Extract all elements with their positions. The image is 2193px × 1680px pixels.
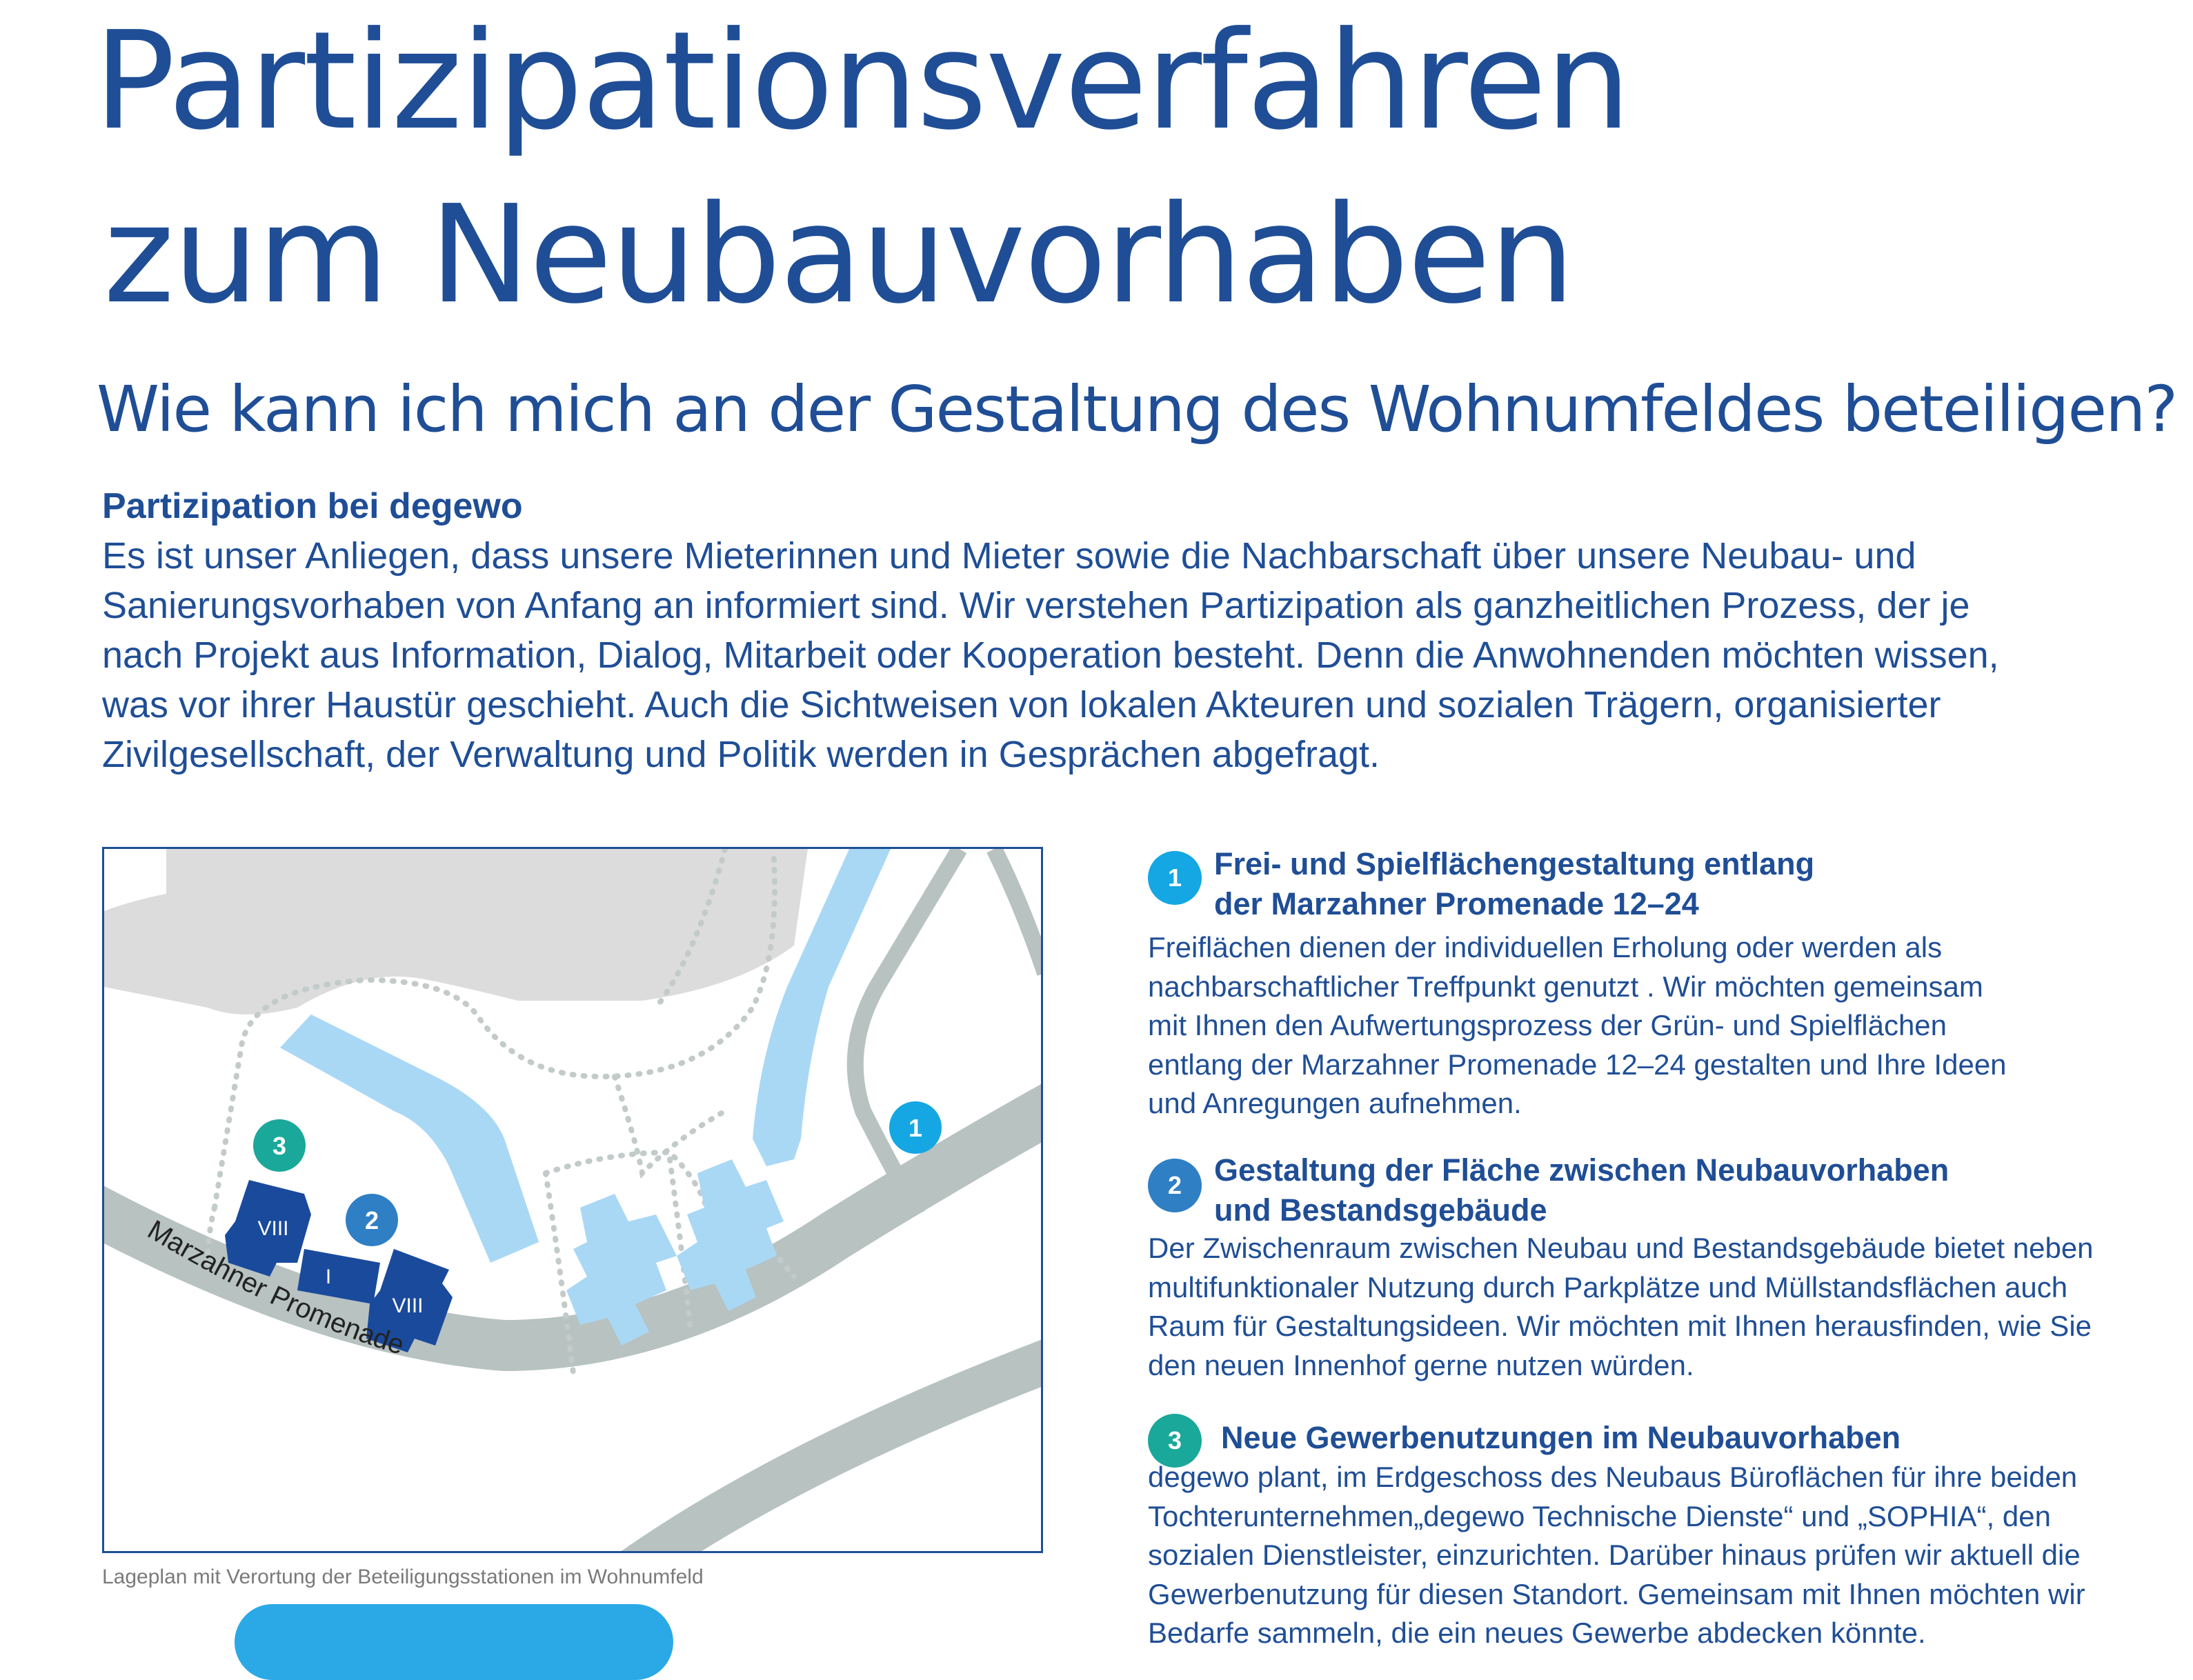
item-title-line: und Bestandsgebäude — [1214, 1192, 1547, 1228]
item-body-line: mit Ihnen den Aufwertungsprozess der Grün- und Spielflächen — [1148, 1009, 1947, 1041]
number-badge: 2 — [1148, 1159, 1202, 1212]
item-body-line: multifunktionaler Nutzung durch Parkplätze und Müllstandsflächen auch — [1148, 1270, 2068, 1303]
intro-paragraph — [102, 531, 2158, 779]
item-title — [1214, 1150, 1949, 1230]
item-body-line: Gewerbenutzung für diesen Standort. Gemeinsam mit Ihnen möchten wir — [1148, 1577, 2085, 1610]
item-title — [1214, 844, 1814, 924]
page-subtitle: Wie kann ich mich an der Gestaltung des Wohnumfeldes beteiligen? — [97, 372, 2177, 446]
marker-3 — [253, 1119, 306, 1172]
item-body — [1148, 1458, 2085, 1653]
existing-block-area — [104, 849, 808, 1014]
item-body-line: nachbarschaftlicher Treffpunkt genutzt . Wir möchten gemeinsam — [1148, 970, 1983, 1003]
item-body-line: Tochterunternehmen„degewo Technische Dienste“ und „SOPHIA“, den — [1148, 1499, 2051, 1532]
item-body-line: Bedarfe sammeln, die ein neues Gewerbe abdecken könnte. — [1148, 1617, 1926, 1649]
item-body-line: Raum für Gestaltungsideen. Wir möchten mit Ihnen herausfinden, wie Sie — [1148, 1310, 2092, 1342]
marker-label: 2 — [364, 1206, 379, 1234]
item-title-line: Neue Gewerbenutzungen im Neubauvorhaben — [1221, 1420, 1901, 1455]
item-body-line: und Anregungen aufnehmen. — [1148, 1087, 1522, 1119]
side-road-edge — [994, 849, 1043, 973]
action-button[interactable] — [235, 1604, 673, 1680]
intro-line: nach Projekt aus Information, Dialog, Mitarbeit oder Kooperation besteht. Denn die Anwohnenden möchten wissen, — [102, 634, 1999, 676]
building-label: I — [325, 1266, 332, 1288]
number-badge: 1 — [1148, 851, 1202, 905]
item-body — [1148, 1229, 2094, 1385]
green-area-strip — [280, 1014, 539, 1263]
number-badge: 3 — [1148, 1414, 1202, 1468]
secondary-road — [628, 1352, 1043, 1553]
marker-1 — [889, 1101, 942, 1154]
page-title-line-1: Partizipationsverfahren — [94, 3, 1630, 160]
marker-label: 1 — [908, 1114, 923, 1142]
item-title-line: der Marzahner Promenade 12–24 — [1214, 886, 1699, 921]
marker-label: 3 — [272, 1132, 287, 1160]
item-body-line: Der Zwischenraum zwischen Neubau und Bestandsgebäude bietet neben — [1148, 1232, 2094, 1264]
building-label: VIII — [257, 1217, 289, 1240]
item-body-line: Freiflächen dienen der individuellen Erholung oder werden als — [1148, 931, 1943, 963]
site-plan-drawing — [104, 849, 1043, 1553]
intro-line: Sanierungsvorhaben von Anfang an informiert sind. Wir verstehen Partizipation als ganzheitlichen Prozess, der je — [102, 585, 1970, 626]
intro-line: Zivilgesellschaft, der Verwaltung und Politik werden in Gesprächen abgefragt. — [102, 734, 1380, 775]
item-body-line: degewo plant, im Erdgeschoss des Neubaus Büroflächen für ihre beiden — [1148, 1461, 2078, 1493]
item-body-line: sozialen Dienstleister, einzurichten. Darüber hinaus prüfen wir aktuell die — [1148, 1539, 2081, 1571]
intro-heading: Partizipation bei degewo — [102, 486, 523, 526]
item-body-line: den neuen Innenhof gerne nutzen würden. — [1148, 1348, 1694, 1381]
site-plan-map — [102, 847, 1043, 1553]
map-caption: Lageplan mit Verortung der Beteiligungsstationen im Wohnumfeld — [102, 1566, 704, 1588]
item-title — [1221, 1418, 1901, 1458]
marker-2 — [346, 1194, 398, 1246]
page-title-line-2: zum Neubauvorhaben — [103, 177, 1574, 334]
building-label: VIII — [392, 1294, 424, 1317]
street-label-text: Marzahner Promenade — [142, 1214, 408, 1361]
intro-line: Es ist unser Anliegen, dass unsere Mieterinnen und Mieter sowie die Nachbarschaft über unsere Neubau- und — [102, 535, 1916, 577]
item-title-line: Gestaltung der Fläche zwischen Neubauvorhaben — [1214, 1152, 1949, 1188]
item-title-line: Frei- und Spielflächengestaltung entlang — [1214, 846, 1815, 881]
item-body-line: entlang der Marzahner Promenade 12–24 gestalten und Ihre Ideen — [1148, 1048, 2007, 1081]
intro-line: was vor ihrer Haustür geschieht. Auch die Sichtweisen von lokalen Akteuren und sozialen Trägern, organisierter — [102, 684, 1941, 726]
item-body — [1148, 928, 2007, 1123]
